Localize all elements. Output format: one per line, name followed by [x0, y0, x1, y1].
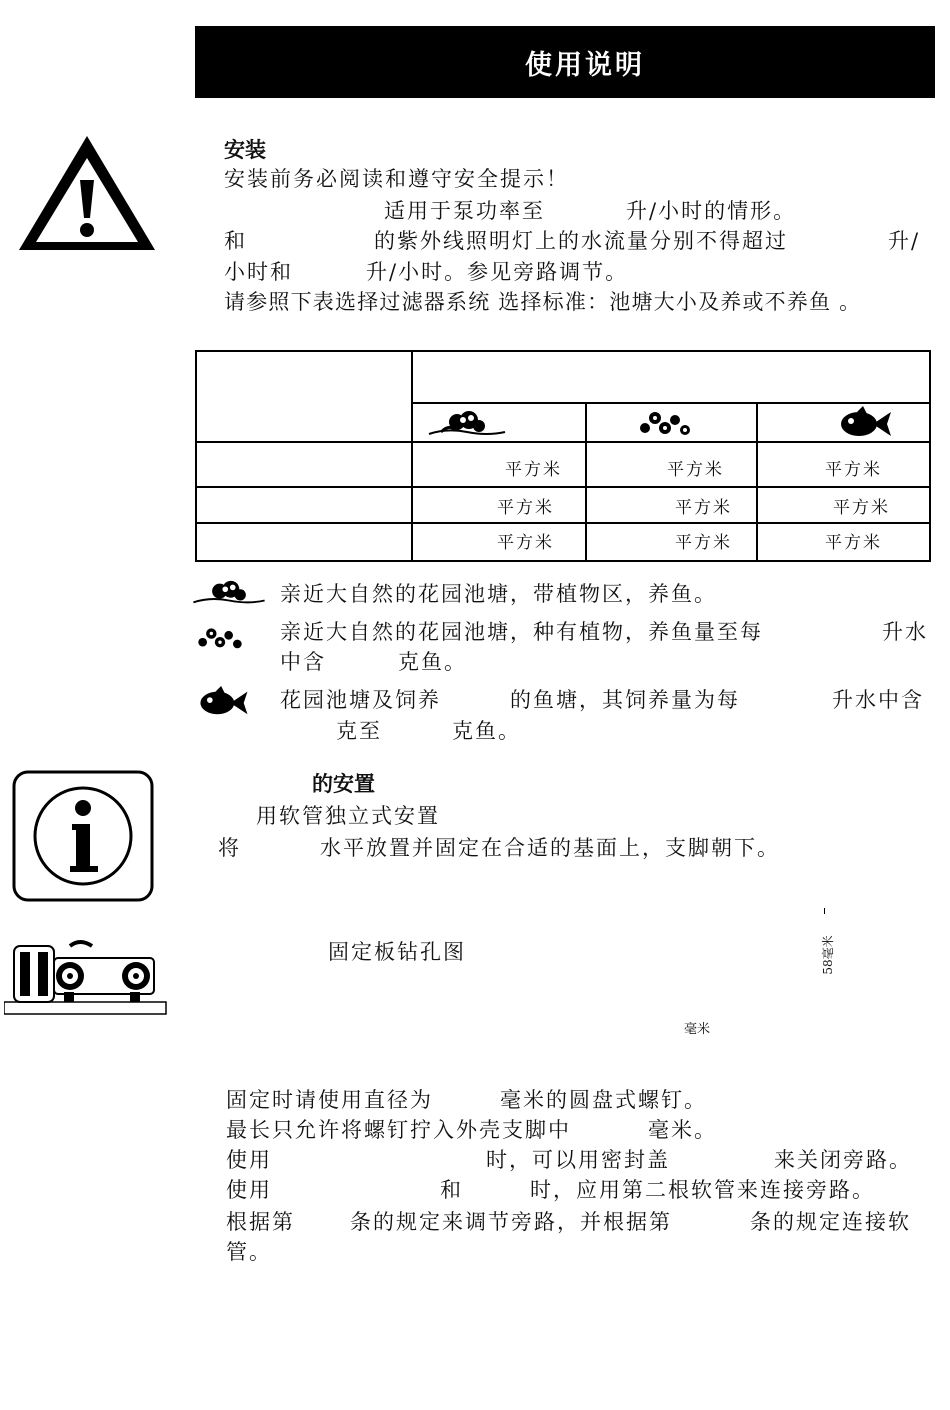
install-line-2b: 升/小时的情形。: [626, 199, 797, 223]
table-cell: 平方米: [825, 533, 882, 553]
note-line-1a: 固定时请使用直径为: [226, 1088, 433, 1112]
install-line-3b: 的紫外线照明灯上的水流量分别不得超过: [374, 229, 788, 253]
legend-item-1: 亲近大自然的花园池塘，带植物区，养鱼。: [280, 582, 717, 606]
note-line-3c: 来关闭旁路。: [774, 1148, 912, 1172]
legend-item-3c: 升水中含: [832, 688, 924, 712]
fish-icon: [837, 406, 893, 440]
legend-item-3e: 克鱼。: [452, 719, 521, 743]
note-line-3a: 使用: [226, 1148, 272, 1172]
legend-item-2b: 升水: [882, 620, 928, 644]
warning-icon: [14, 132, 160, 256]
legend-item-3d: 克至: [336, 719, 382, 743]
table-cell: 平方米: [505, 460, 562, 480]
header-banner: [195, 26, 935, 98]
dimension-vertical-label: 58毫米: [821, 935, 835, 975]
page-title: 使用说明: [525, 49, 645, 81]
install-line-2: 适用于泵功率至: [384, 199, 545, 223]
legend-item-3b: 的鱼塘，其饲养量为每: [510, 688, 740, 712]
legend-item-2c: 中含: [280, 650, 326, 674]
legend-item-3a: 花园池塘及饲养: [280, 688, 441, 712]
table-cell: 平方米: [675, 498, 732, 518]
install-line-3c: 升/: [888, 229, 921, 253]
placement-line-1b: 水平放置并固定在合适的基面上，支脚朝下。: [320, 836, 780, 860]
table-cell: 平方米: [675, 533, 732, 553]
placement-line-1a: 将: [218, 836, 241, 860]
note-line-5c: 条的规定连接软: [750, 1210, 911, 1234]
table-cell: 平方米: [833, 498, 890, 518]
info-icon: [12, 770, 154, 902]
note-line-5b: 条的规定来调节旁路，并根据第: [350, 1210, 672, 1234]
placement-heading: 的安置: [312, 771, 375, 796]
table-cell: 平方米: [497, 498, 554, 518]
install-line-4a: 小时和: [224, 260, 293, 284]
flower-icon: [427, 408, 507, 440]
install-line-5: 请参照下表选择过滤器系统 选择标准：池塘大小及养或不养鱼 。: [224, 290, 862, 314]
table-cell: 平方米: [667, 460, 724, 480]
pond-table: [195, 350, 931, 562]
note-line-5a: 根据第: [226, 1210, 295, 1234]
table-cell: 平方米: [497, 533, 554, 553]
note-line-4c: 时，应用第二根软管来连接旁路。: [530, 1178, 875, 1202]
plants-icon: [635, 406, 695, 438]
note-line-1b: 毫米的圆盘式螺钉。: [500, 1088, 707, 1112]
install-heading: 安装: [224, 137, 266, 162]
dimension-horizontal-label: 毫米: [684, 1022, 711, 1037]
plants-icon: [194, 622, 246, 652]
legend-item-2d: 克鱼。: [398, 650, 467, 674]
note-line-4b: 和: [440, 1178, 463, 1202]
legend-item-2a: 亲近大自然的花园池塘，种有植物，养鱼量至每: [280, 620, 763, 644]
note-line-2a: 最长只允许将螺钉拧入外壳支脚中: [226, 1118, 571, 1142]
note-line-2b: 毫米。: [648, 1118, 717, 1142]
drill-template-label: 固定板钻孔图: [328, 940, 466, 964]
install-line-4b: 升/小时。参见旁路调节。: [366, 260, 629, 284]
table-cell: 平方米: [825, 460, 882, 480]
note-line-3b: 时，可以用密封盖: [486, 1148, 670, 1172]
note-line-4a: 使用: [226, 1178, 272, 1202]
install-line-1: 安装前务必阅读和遵守安全提示！: [224, 167, 569, 191]
dimension-tick: [824, 908, 825, 914]
placement-sub: 用软管独立式安置: [256, 804, 440, 828]
filter-device-illustration: [4, 936, 168, 1016]
note-line-6: 管。: [226, 1240, 272, 1264]
flower-icon: [190, 578, 268, 608]
fish-icon: [196, 686, 250, 718]
install-line-3a: 和: [224, 229, 247, 253]
